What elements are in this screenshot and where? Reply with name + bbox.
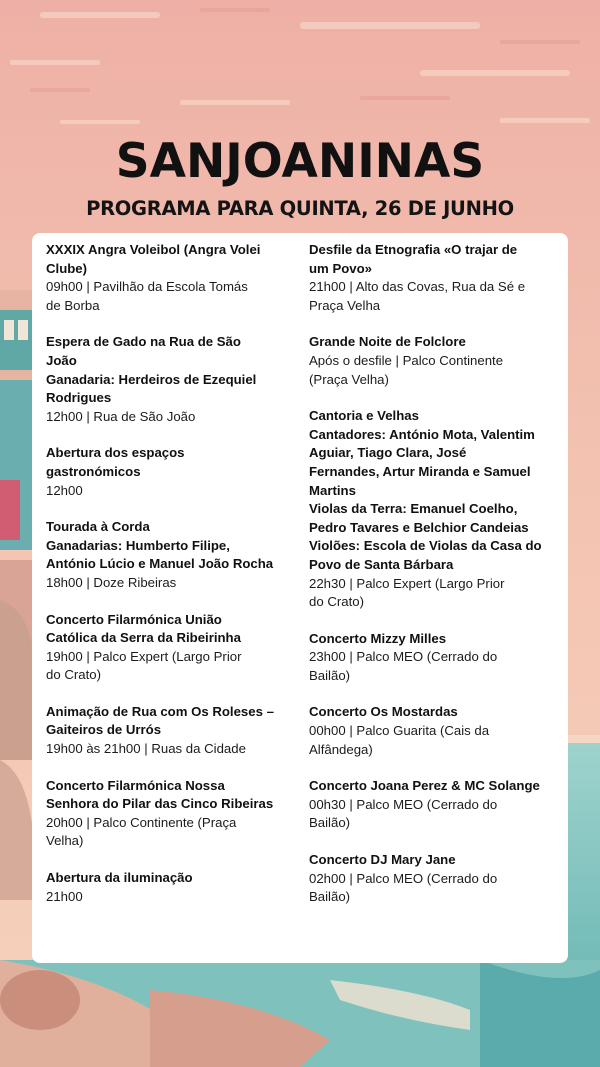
program-event: [309, 407, 549, 612]
left-figures: [0, 600, 35, 900]
event-title-line: gastronómicos: [46, 463, 141, 479]
event-title-line: Martins: [309, 482, 356, 498]
event-detail-line: Bailão): [309, 667, 351, 683]
program-event: [46, 241, 286, 315]
page-subtitle: PROGRAMA PARA QUINTA, 26 DE JUNHO: [86, 197, 514, 220]
program-event: [46, 611, 286, 685]
event-title-line: XXXIX Angra Voleibol (Angra Volei: [46, 242, 261, 257]
event-title-line: Tourada à Corda: [46, 519, 150, 535]
event-detail-line: Velha): [46, 833, 84, 849]
event-detail-line: do Crato): [46, 667, 101, 683]
event-title-line: Abertura dos espaços: [46, 445, 185, 461]
event-detail-line: 23h00 | Palco MEO (Cerrado do: [309, 649, 498, 665]
program-column-left: [46, 241, 286, 924]
event-title-line: Abertura da iluminação: [46, 870, 193, 886]
event-detail-line: Bailão): [309, 815, 351, 831]
page-title: SANJOANINAS: [115, 134, 485, 189]
program-event: [309, 851, 549, 907]
event-detail-line: 19h00 | Palco Expert (Largo Prior: [46, 648, 242, 664]
event-title-line: Violões: Escola de Violas da Casa do: [309, 538, 542, 554]
program-event: [309, 630, 549, 686]
program-event: [46, 444, 286, 500]
event-title-line: Aguiar, Tiago Clara, José: [309, 445, 467, 461]
event-detail-line: 21h00: [46, 888, 83, 904]
bottom-foreground: [0, 960, 600, 1067]
program-event: [309, 777, 549, 833]
event-title-line: Violas da Terra: Emanuel Coelho,: [309, 501, 518, 517]
event-detail-line: 20h00 | Palco Continente (Praça: [46, 814, 237, 830]
event-title-line: um Povo»: [309, 260, 373, 276]
event-detail-line: de Borba: [46, 297, 100, 313]
program-event: [309, 703, 549, 759]
event-title-line: Concerto Mizzy Milles: [309, 630, 447, 646]
event-title-line: Grande Noite de Folclore: [309, 334, 466, 350]
event-title-line: António Lúcio e Manuel João Rocha: [46, 556, 274, 572]
event-detail-line: 02h00 | Palco MEO (Cerrado do: [309, 870, 498, 886]
event-detail-line: 18h00 | Doze Ribeiras: [46, 574, 177, 590]
program-event: [309, 333, 549, 389]
event-detail-line: 19h00 às 21h00 | Ruas da Cidade: [46, 741, 246, 757]
program-column-right: [309, 241, 549, 925]
event-title-line: Rodrigues: [46, 390, 112, 406]
event-title-line: Concerto DJ Mary Jane: [309, 852, 456, 868]
event-title-line: Espera de Gado na Rua de São: [46, 334, 241, 350]
event-title-line: Católica da Serra da Ribeirinha: [46, 630, 241, 646]
event-title-line: Clube): [46, 260, 88, 276]
event-detail-line: 09h00 | Pavilhão da Escola Tomás: [46, 279, 248, 295]
event-detail-line: 12h00: [46, 482, 83, 498]
event-detail-line: 00h30 | Palco MEO (Cerrado do: [309, 796, 498, 812]
event-title-line: João: [46, 352, 77, 368]
event-title-line: Ganadaria: Herdeiros de Ezequiel: [46, 371, 257, 387]
program-event: [46, 777, 286, 851]
event-detail-line: do Crato): [309, 594, 364, 610]
program-event: [46, 518, 286, 592]
program-event: [46, 703, 286, 759]
event-detail-line: Alfândega): [309, 741, 373, 757]
event-title-line: Concerto Joana Perez & MC Solange: [309, 778, 540, 794]
event-title-line: Ganadarias: Humberto Filipe,: [46, 537, 230, 553]
program-card: [32, 233, 568, 963]
event-title-line: Fernandes, Artur Miranda e Samuel: [309, 463, 531, 479]
event-title-line: Pedro Tavares e Belchior Candeias: [309, 519, 529, 535]
event-title-line: Gaiteiros de Urrós: [46, 722, 162, 738]
event-detail-line: (Praça Velha): [309, 371, 389, 387]
program-event: [46, 333, 286, 426]
event-detail-line: Praça Velha: [309, 297, 381, 313]
program-event: [46, 869, 286, 906]
event-detail-line: 21h00 | Alto das Covas, Rua da Sé e: [309, 279, 526, 295]
event-detail-line: 00h00 | Palco Guarita (Cais da: [309, 723, 490, 739]
event-title-line: Concerto Filarmónica União: [46, 611, 222, 627]
event-title-line: Cantadores: António Mota, Valentim: [309, 426, 535, 442]
event-title-line: Animação de Rua com Os Roleses –: [46, 703, 274, 719]
event-title-line: Concerto Os Mostardas: [309, 704, 458, 720]
event-title-line: Concerto Filarmónica Nossa: [46, 777, 225, 793]
event-title-line: Cantoria e Velhas: [309, 408, 419, 424]
event-detail-line: 12h00 | Rua de São João: [46, 408, 196, 424]
event-title-line: Desfile da Etnografia «O trajar de: [309, 242, 518, 257]
event-detail-line: 22h30 | Palco Expert (Largo Prior: [309, 575, 505, 591]
event-detail-line: Após o desfile | Palco Continente: [309, 352, 504, 368]
program-event: [309, 241, 549, 315]
event-title-line: Senhora do Pilar das Cinco Ribeiras: [46, 796, 274, 812]
event-title-line: Povo de Santa Bárbara: [309, 556, 454, 572]
event-detail-line: Bailão): [309, 889, 351, 905]
